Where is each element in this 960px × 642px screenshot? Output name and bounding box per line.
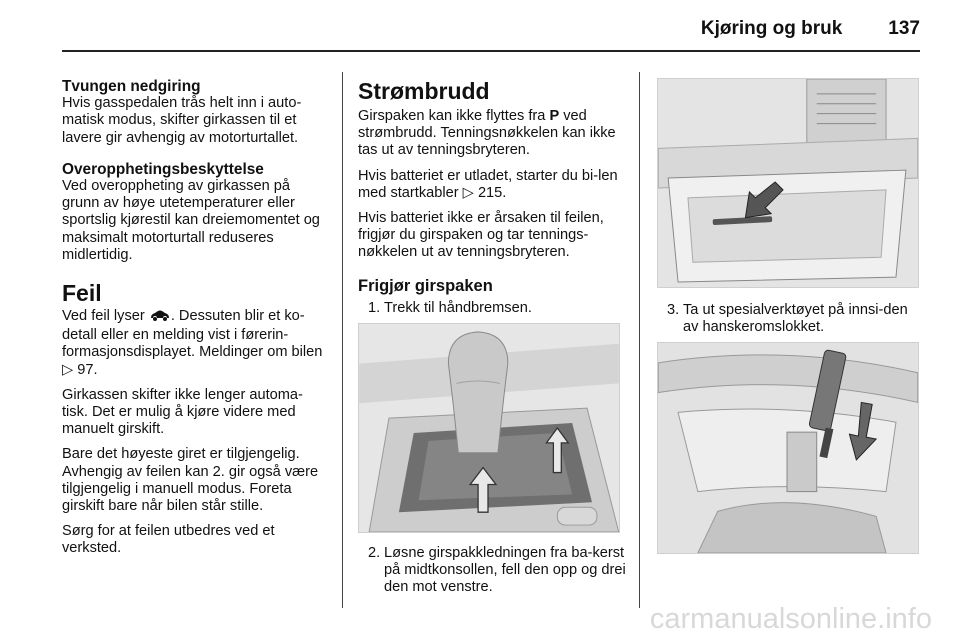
page-number: 137 [888, 18, 920, 39]
column-2 [358, 78, 626, 596]
column-3 [657, 78, 919, 554]
page-ref-97: 97. [77, 361, 98, 378]
special-tool-illustration [657, 342, 919, 554]
page-ref-icon: ▷ [462, 184, 474, 201]
fault-paragraph-3: Bare det høyeste giret er tilgjengelig. Avhengig av feilen kan 2. gir også være tilgjengelig i manuell modus. Foreta girskift bare når bilen står stille. [62, 446, 319, 515]
heading-forced-downshift: Tvungen nedgiring [62, 78, 201, 95]
page-header [701, 18, 920, 40]
header-title: Kjøring og bruk [700, 18, 843, 39]
forced-downshift-text: Hvis gasspedalen trås helt inn i auto-matisk modus, skifter girkassen til et lavere gir avhengig av motorturtallet. [62, 95, 302, 146]
heading-fault: Feil [62, 280, 102, 307]
column-separator-2 [639, 72, 640, 608]
step-1: 1. Trekk til håndbremsen. [368, 299, 532, 316]
glovebox-illustration [657, 78, 919, 288]
fault-paragraph-2: Girkassen skifter ikke lenger automa-tisk. Det er mulig å kjøre videre med manuelt girskift. [62, 386, 303, 438]
power-failure-paragraph-1: Girspaken kan ikke flyttes fra P ved strømbrudd. Tenningsnøkkelen kan ikke tas ut av tenningsbryteren. [358, 108, 616, 159]
step-2: 2. Løsne girspakkledningen fra ba-kerst på midtkonsollen, fell den opp og drei den mot venstre. [368, 544, 626, 596]
heading-release-lever: Frigjør girspaken [358, 276, 493, 295]
column-separator-1 [342, 72, 343, 608]
gear-lever-illustration [358, 323, 620, 533]
heading-overheat: Overopphetingsbeskyttelse [62, 160, 264, 178]
power-failure-paragraph-3: Hvis batteriet ikke er årsaken til feilen, frigjør du girspaken og tar tennings-nøkkelen ut av tenningsbryteren. [358, 210, 604, 261]
step-3: 3. Ta ut spesialverktøyet på innsi-den av hanskeromslokket. [667, 302, 908, 336]
page-ref-215: 215. [477, 184, 507, 201]
column-1 [62, 78, 327, 558]
fault-paragraph-1: Ved feil lyser . Dessuten blir et ko-detall eller en melding vist i førerin-formasjonsdisplayet. Meldinger om bilen ▷ 97. [62, 308, 323, 378]
heading-power-failure: Strømbrudd [358, 78, 490, 104]
power-failure-paragraph-2: Hvis batteriet er utladet, starter du bi-len med startkabler ▷ 215. [358, 167, 618, 201]
gear-p-label: P [549, 108, 560, 124]
fault-paragraph-4: Sørg for at feilen utbedres ved et verksted. [62, 523, 275, 557]
watermark: carmanualsonline.info [649, 603, 932, 635]
transmission-warning-icon [149, 309, 171, 327]
overheat-text: Ved overoppheting av girkassen på grunn av høye utetemperaturer eller sportslig kjørestil kan dreiemomentet og maksimalt motorturtall reduseres midlertidig. [62, 178, 320, 263]
page-ref-icon: ▷ [62, 361, 74, 378]
header-rule [62, 50, 920, 52]
